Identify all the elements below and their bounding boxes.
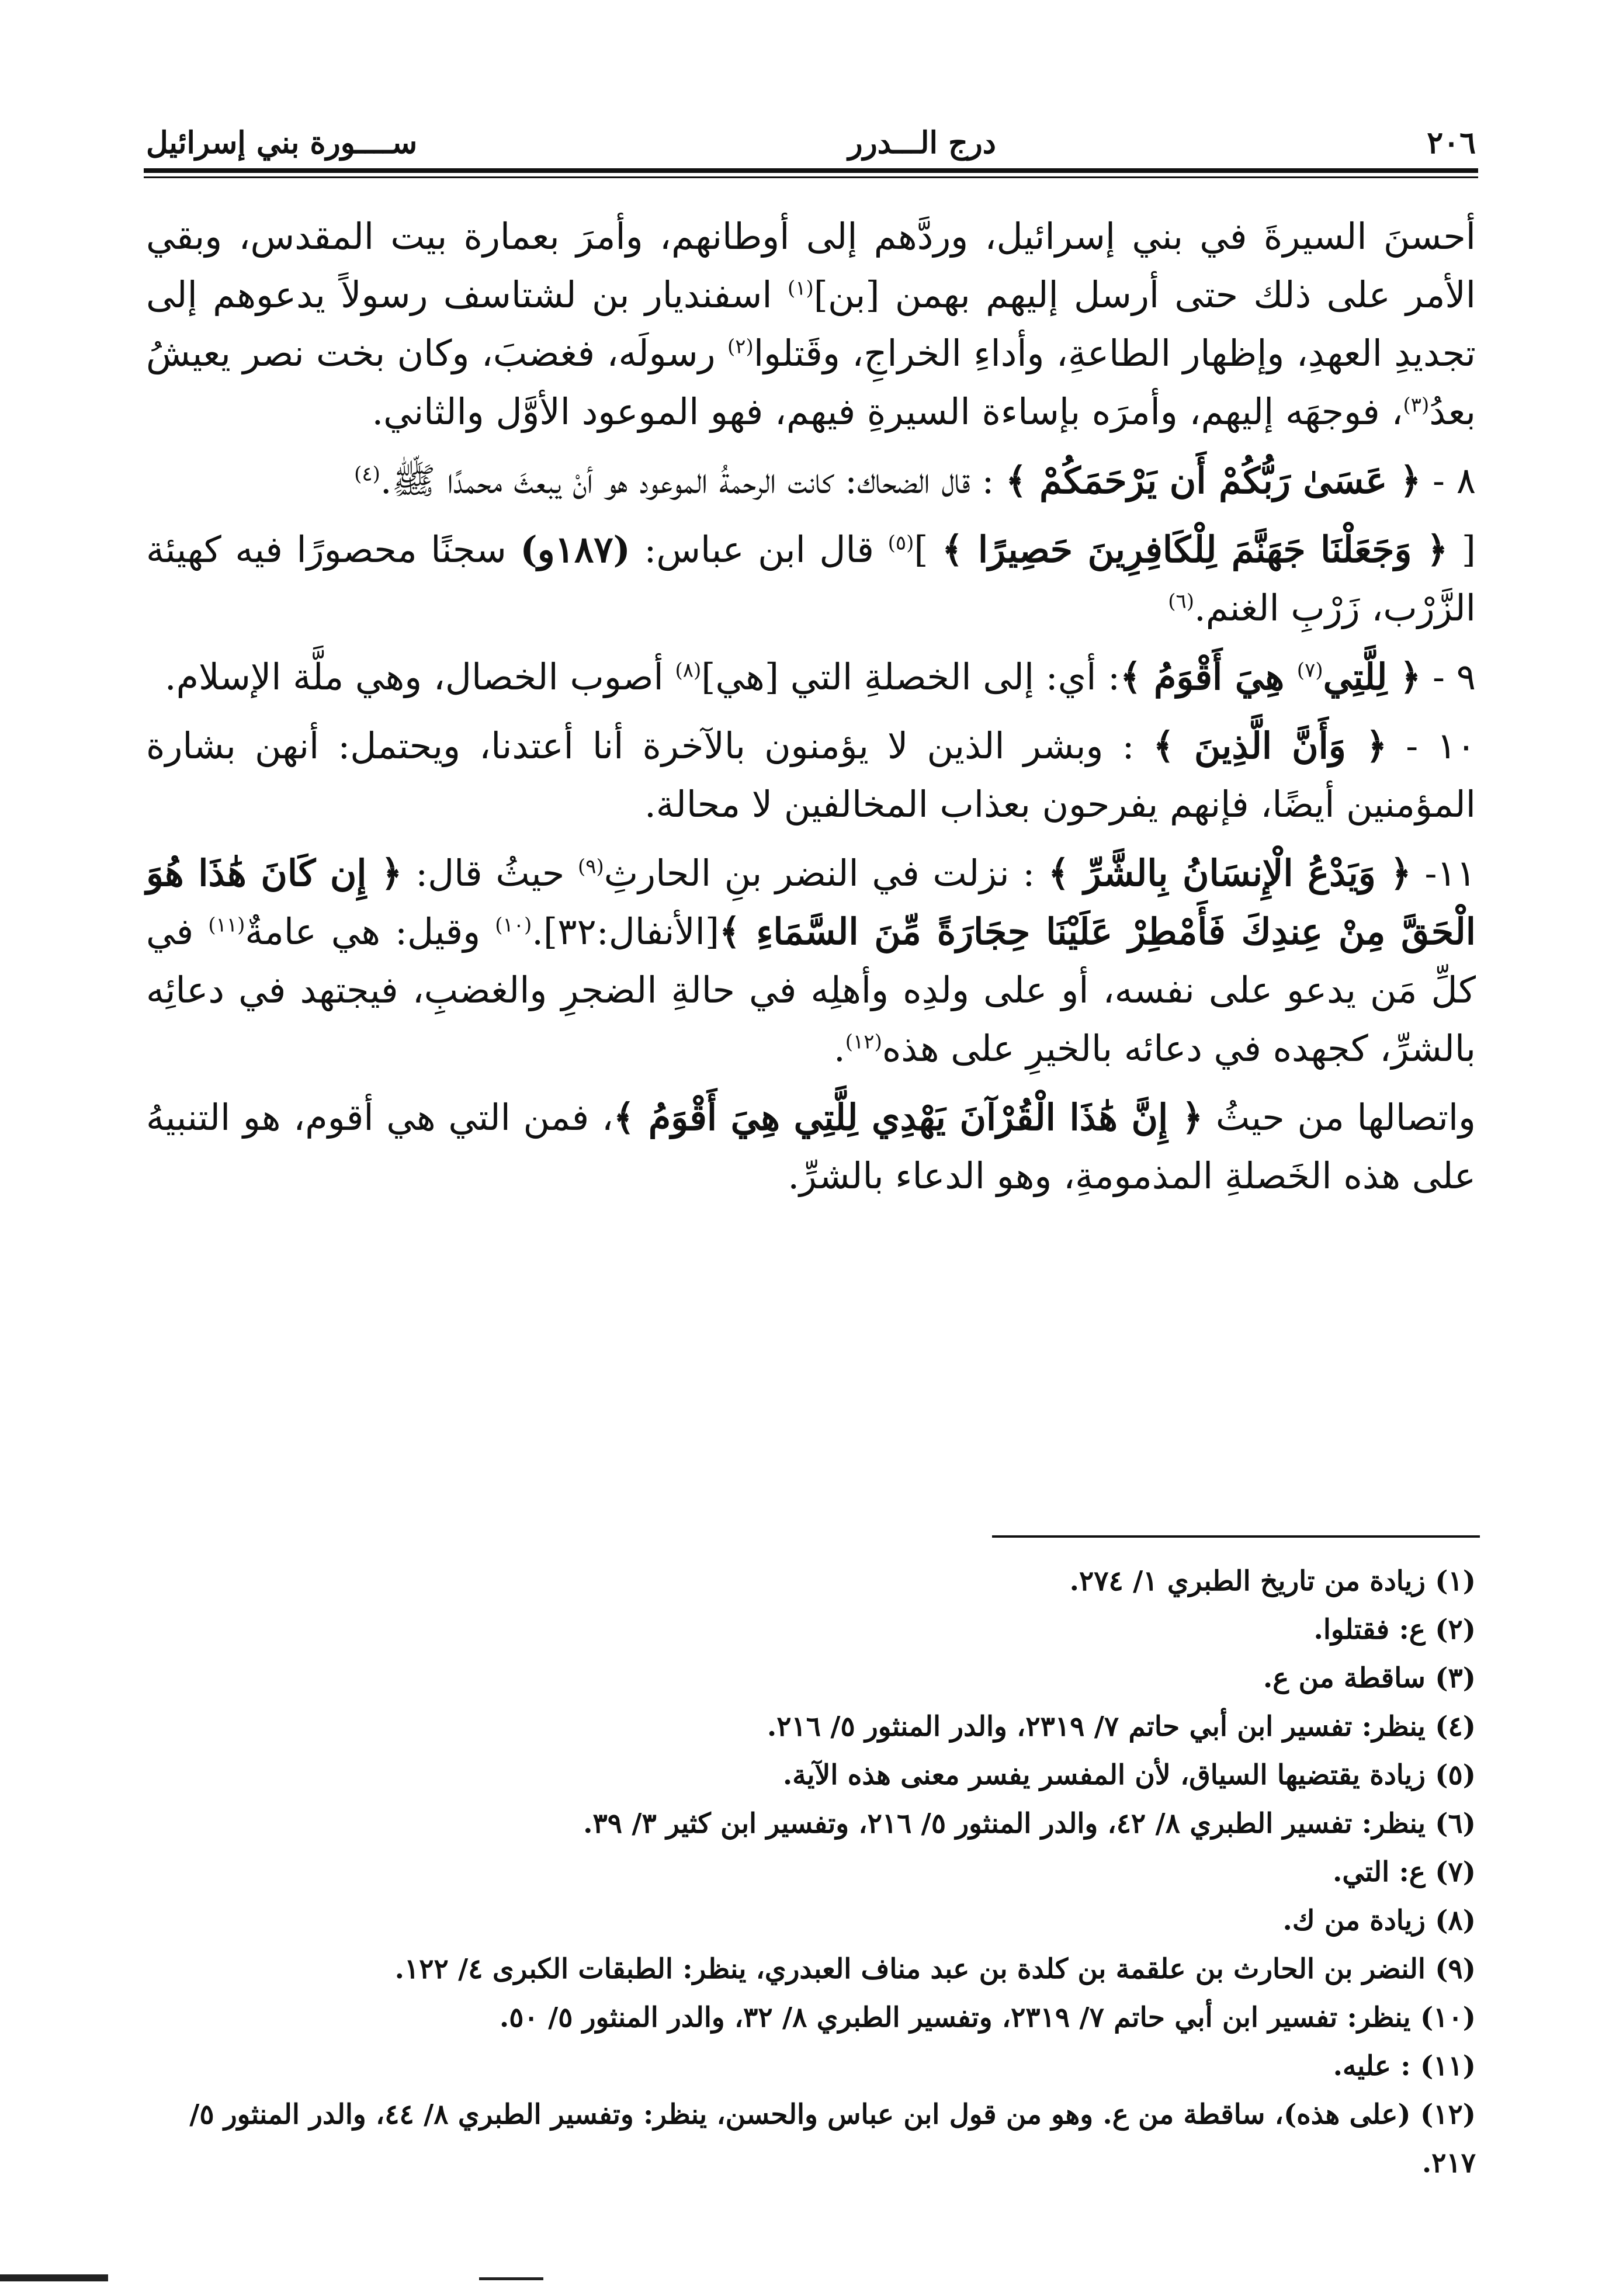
- scan-edge-mark: [0, 2274, 108, 2281]
- paragraph: [146, 452, 1476, 510]
- footnote-separator: [992, 1535, 1480, 1538]
- footnote: (٢) ع: فقتلوا.: [1313, 1614, 1476, 1646]
- text-run: ٩ -: [1421, 655, 1476, 698]
- footnote-ref: (٤): [354, 462, 380, 486]
- footnote: (١) زيادة من تاريخ الطبري ١/ ٢٧٤.: [1069, 1565, 1476, 1597]
- footnote-ref: (٧): [1296, 658, 1323, 682]
- text-run: : وبشر الذين لا يؤمنون بالآخرة أنا أعتدنا، ويحتمل: أنهن بشارة المؤمنين أيضًا، فإنهم يفرحون بعذاب المخالفين لا محالة.: [146, 724, 1476, 826]
- page-header: [146, 120, 1476, 161]
- text-run: : قال الضحاك: كانت الرحمةُ الموعود هو أنْ يبعثَ محمدًا ﷺ.: [380, 459, 1006, 502]
- footnote: (٦) ينظر: تفسير الطبري ٨/ ٤٢، والدر المنثور ٥/ ٢١٦، وتفسير ابن كثير ٣/ ٣٩.: [583, 1808, 1476, 1840]
- footnote: (٣) ساقطة من ع.: [1263, 1662, 1476, 1694]
- text-run: .: [834, 1027, 845, 1070]
- footnote-ref: (١٢): [845, 1030, 882, 1054]
- quran-quote: ﴿ عَسَىٰ رَبُّكُمْ أَن يَرْحَمَكُمْ ﴾: [1005, 459, 1421, 502]
- footnote: (٤) ينظر: تفسير ابن أبي حاتم ٧/ ٢٣١٩، والدر المنثور ٥/ ٢١٦.: [767, 1711, 1476, 1743]
- footnote: (٨) زيادة من ك.: [1282, 1905, 1476, 1937]
- footnote-ref: (١٠): [495, 913, 532, 937]
- text-run: حيثُ قال:: [402, 852, 578, 894]
- footnote-ref: (٣): [1403, 393, 1430, 417]
- text-run: سجنًا محصورًا فيه كهيئة الزَّرْب، زَرْبِ الغنم.: [146, 528, 1476, 629]
- footnote: (٧) ع: التي.: [1333, 1856, 1476, 1888]
- paragraph: [146, 207, 1476, 441]
- quran-quote: هِيَ أَقْوَمُ ﴾: [1120, 655, 1297, 698]
- page-number: ٢٠٦: [1427, 125, 1476, 161]
- quran-quote: ﴿ وَجَعَلْنَا جَهَنَّمَ لِلْكَافِرِينَ حَصِيرًا ﴾: [942, 528, 1448, 571]
- footnote-ref: (٩): [577, 855, 604, 879]
- footnote: (٩) النضر بن الحارث بن علقمة بن كلدة بن عبد مناف العبدري، ينظر: الطبقات الكبرى ٤/ ١٢٢.: [394, 1953, 1476, 1985]
- text-run: ٨ -: [1421, 459, 1476, 502]
- paragraph: [146, 844, 1476, 1078]
- paragraph: [146, 717, 1476, 834]
- header-rule-thin: [144, 176, 1478, 178]
- surah-title: ســــورة بني إسرائيل: [146, 125, 418, 161]
- header-rule-thick: [144, 168, 1478, 173]
- paragraph: [146, 1088, 1476, 1205]
- scan-edge-mark: [479, 2277, 543, 2280]
- footnote: (١٠) ينظر: تفسير ابن أبي حاتم ٧/ ٢٣١٩، وتفسير الطبري ٨/ ٣٢، والدر المنثور ٥/ ٥٠.: [499, 2002, 1476, 2034]
- text-run: وقيل: هي عامةٌ: [245, 910, 495, 953]
- text-run: اسفنديار بن لشتاسف رسولاً يدعوهم إلى تجديدِ العهدِ، وإظهار الطاعةِ، وأداءِ الخراجِ، وقَتلوا: [146, 273, 1476, 374]
- text-run: أحسنَ السيرةَ في بني إسرائيل، وردَّهم إلى أوطانهم، وأمرَ بعمارة بيت المقدس، وبقي الأمر على ذلك حتى أرسل إليهم بهمن [بن]: [146, 215, 1476, 316]
- text-run: ١١-: [1411, 852, 1476, 894]
- footnotes: [146, 1557, 1476, 2187]
- footnote-ref: (٢): [727, 335, 754, 359]
- footnote-ref: (١١): [208, 913, 245, 937]
- text-run: ، فمن التي هي أقوم، هو التنبيهُ على هذه الخَصلةِ المذمومةِ، وهو الدعاء بالشرِّ.: [146, 1096, 1476, 1197]
- footnote: (١٢) (على هذه)، ساقطة من ع. وهو من قول ابن عباس والحسن، ينظر: وتفسير الطبري ٨/ ٤٤، والدر المنثور ٥/ ٢١٧.: [189, 2099, 1476, 2179]
- footnote-ref: (٨): [675, 658, 702, 682]
- quran-quote: ﴿ لِلَّتِي: [1323, 655, 1421, 698]
- text-run: واتصالها من حيثُ: [1203, 1096, 1476, 1139]
- main-text: [146, 207, 1476, 1216]
- text-run: [الأنفال:٣٢].: [532, 910, 720, 953]
- text-run: قال ابن عباس:: [630, 528, 888, 571]
- quran-quote: (١٨٧و): [520, 528, 630, 571]
- footnote: (٥) زيادة يقتضيها السياق، لأن المفسر يفسر معنى هذه الآية.: [782, 1759, 1476, 1791]
- text-run: ]: [914, 528, 942, 571]
- text-run: في كلِّ مَن يدعو على نفسه، أو على ولدِه وأهلِه في حالةِ الضجرِ والغضبِ، فيجتهد في دعائِه بالشرِّ، كجهده في دعائه بالخيرِ على هذه: [146, 910, 1476, 1070]
- text-run: : أي: إلى الخصلةِ التي [هي]: [701, 655, 1121, 698]
- quran-quote: ﴿ وَأَنَّ الَّذِينَ ﴾: [1153, 724, 1388, 767]
- quran-quote: ﴿ إِن كَانَ هَٰذَا هُوَ الْحَقَّ مِنْ عِندِكَ فَأَمْطِرْ عَلَيْنَا حِجَارَةً مِّنَ السَّمَاءِ ﴾: [146, 852, 1476, 953]
- text-run: ، فوجهَه إليهم، وأمرَه بإساءة السيرةِ فيهم، فهو الموعود الأوَّل والثاني.: [372, 390, 1403, 433]
- paragraph: [146, 521, 1476, 637]
- quran-quote: ﴿ إِنَّ هَٰذَا الْقُرْآنَ يَهْدِي لِلَّتِي هِيَ أَقْوَمُ ﴾: [613, 1096, 1204, 1139]
- footnote-ref: (٦): [1168, 589, 1194, 613]
- text-run: [: [1448, 528, 1476, 571]
- paragraph: [146, 648, 1476, 706]
- footnote-ref: (١): [787, 276, 814, 300]
- footnote-ref: (٥): [887, 531, 914, 555]
- text-run: ١٠ -: [1387, 724, 1476, 767]
- footnote: (١١) : عليه.: [1333, 2050, 1476, 2082]
- text-run: أصوب الخصال، وهي ملَّة الإسلام.: [164, 655, 675, 698]
- text-run: : نزلت في النضر بنِ الحارثِ: [604, 852, 1048, 894]
- text-run: رسولَه، فغضبَ، وكان بخت نصر يعيشُ بعدُ: [146, 332, 1476, 433]
- quran-quote: ﴿ وَيَدْعُ الْإِنسَانُ بِالشَّرِّ ﴾: [1048, 852, 1412, 894]
- book-title: درج الـــدرر: [848, 125, 996, 161]
